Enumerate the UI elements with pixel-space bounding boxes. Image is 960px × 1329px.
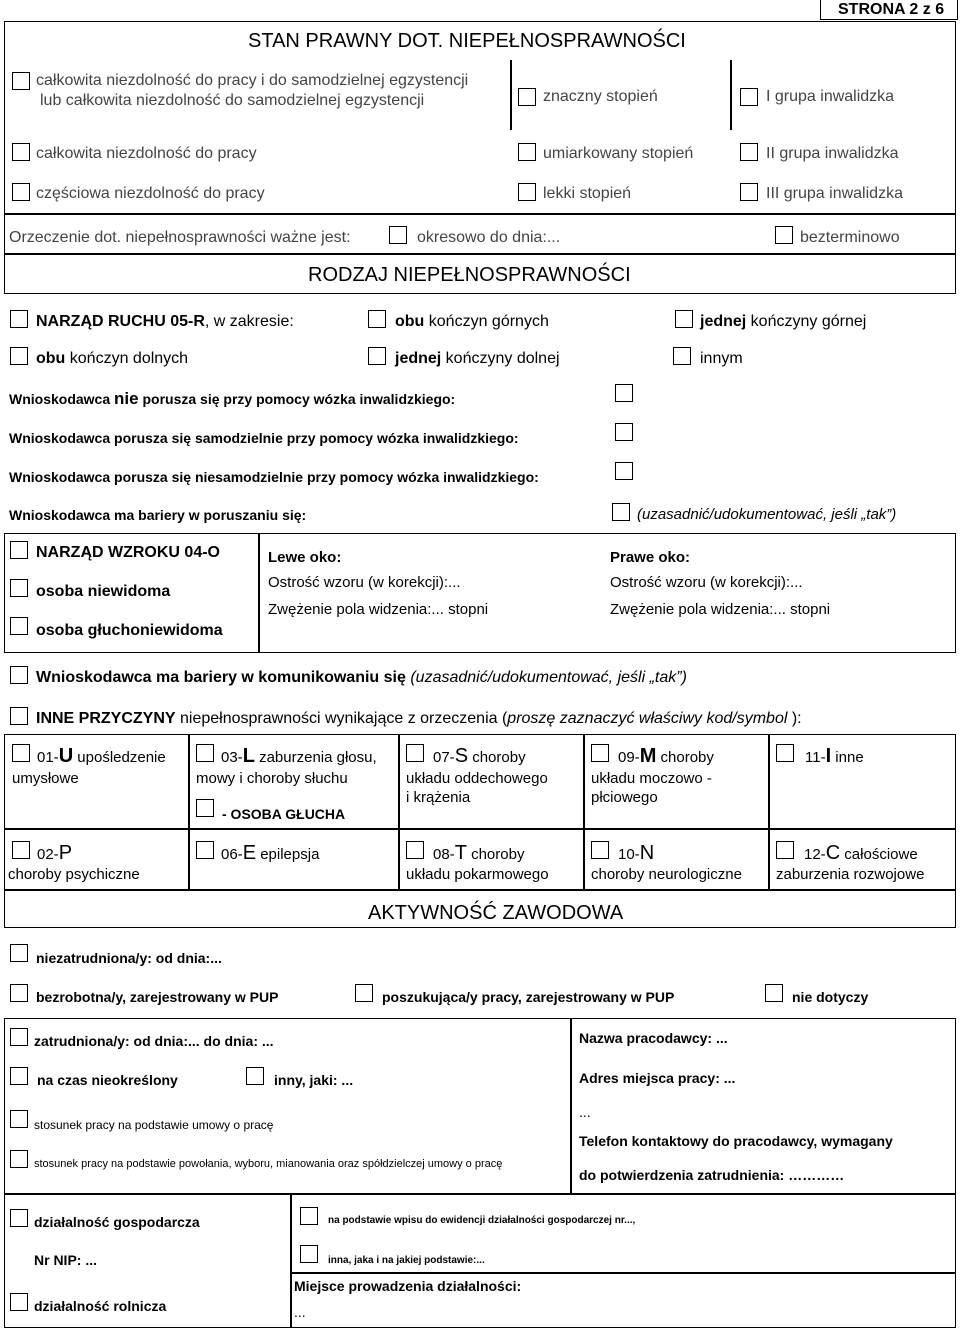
label-total-incapacity-work: całkowita niezdolność do pracy — [36, 145, 257, 162]
label-indefinite-term: na czas nieokreślony — [37, 1072, 178, 1088]
label-blind: osoba niewidoma — [36, 583, 171, 600]
note-barriers-moving: (uzasadnić/udokumentować, jeśli „tak”) — [637, 506, 897, 523]
left-eye-acuity: Ostrość wzoru (w korekcji):... — [268, 574, 461, 591]
checkbox-code-07[interactable] — [406, 744, 424, 762]
label-right-eye: Prawe oko: — [610, 549, 691, 566]
label-code-03-line2: mowy i choroby słuchu — [196, 770, 348, 787]
label-not-applicable: nie dotyczy — [792, 989, 869, 1005]
label-deaf: - OSOBA GŁUCHA — [222, 806, 346, 822]
label-other-limb: innym — [700, 350, 743, 367]
checkbox-unemployed[interactable] — [10, 944, 28, 962]
label-code-09-line3: płciowego — [591, 789, 658, 806]
label-significant-degree: znaczny stopień — [543, 88, 658, 105]
checkbox-deaf[interactable] — [196, 799, 214, 817]
checkbox-group-2[interactable] — [740, 143, 758, 161]
checkbox-significant-degree[interactable] — [518, 88, 536, 106]
divider — [768, 734, 770, 890]
label-registry-entry: na podstawie wpisu do ewidencji działalności gospodarczej nr..., — [328, 1215, 636, 1226]
label-other-basis: inna, jaka i na jakiej podstawie:... — [328, 1255, 485, 1266]
label-code-08-line2: układu pokarmowego — [406, 866, 549, 883]
divider — [730, 60, 732, 130]
right-eye-field: Zwężenie pola widzenia:... stopni — [610, 601, 831, 618]
label-group-2: II grupa inwalidzka — [766, 145, 899, 162]
label-workplace-address: Adres miejsca pracy: ... — [579, 1070, 736, 1086]
checkbox-partial-incapacity[interactable] — [12, 183, 30, 201]
checkbox-wheelchair-no[interactable] — [615, 384, 633, 402]
label-code-12: 12-C całościowe — [804, 842, 918, 864]
label-employer-phone-1: Telefon kontaktowy do pracodawcy, wymagany — [579, 1133, 893, 1149]
label-wheelchair-assisted: Wnioskodawca porusza się niesamodzielnie przy pomocy wózka inwalidzkiego: — [9, 469, 539, 485]
label-code-12-line2: zaburzenia rozwojowe — [776, 866, 925, 883]
label-total-incapacity-existence-1: całkowita niezdolność do pracy i do samodzielnej egzystencji — [36, 72, 469, 89]
business-place-dots: ... — [294, 1304, 306, 1320]
checkbox-code-08[interactable] — [406, 841, 424, 859]
label-unemployed: niezatrudniona/y: od dnia:... — [36, 950, 222, 966]
label-left-eye: Lewe oko: — [268, 549, 342, 566]
page-number: STRONA 2 z 6 — [838, 1, 945, 18]
right-eye-acuity: Ostrość wzoru (w korekcji):... — [610, 574, 803, 591]
kind-title: RODZAJ NIEPEŁNOSPRAWNOŚCI — [308, 264, 631, 286]
checkbox-motor-organ[interactable] — [10, 310, 28, 328]
label-light-degree: lekki stopień — [543, 185, 632, 202]
label-business: działalność gospodarcza — [34, 1214, 200, 1230]
checkbox-code-10[interactable] — [591, 841, 609, 859]
label-registered-unemployed: bezrobotna/y, zarejestrowany w PUP — [36, 989, 279, 1005]
checkbox-group-1[interactable] — [740, 88, 758, 106]
checkbox-employed[interactable] — [10, 1028, 28, 1046]
checkbox-code-06[interactable] — [196, 841, 214, 859]
label-code-11: 11-I inne — [805, 745, 864, 767]
checkbox-moderate-degree[interactable] — [518, 143, 536, 161]
label-code-10: 10-N — [618, 842, 655, 864]
label-code-02-line2: choroby psychiczne — [8, 866, 140, 883]
checkbox-blind[interactable] — [10, 579, 28, 597]
divider — [290, 1272, 956, 1274]
checkbox-one-upper[interactable] — [675, 310, 693, 328]
checkbox-total-incapacity-existence[interactable] — [12, 72, 30, 90]
work-title: AKTYWNOŚĆ ZAWODOWA — [368, 902, 624, 924]
label-wheelchair-no: Wnioskodawca nie porusza się przy pomocy wózka inwalidzkiego: — [9, 389, 456, 408]
label-barriers-moving: Wnioskodawca ma bariery w poruszaniu się: — [9, 507, 307, 523]
checkbox-vision-organ[interactable] — [10, 541, 28, 559]
label-code-09: 09-M choroby — [618, 745, 714, 767]
label-business-place: Miejsce prowadzenia działalności: — [294, 1278, 522, 1294]
label-code-06: 06-E epilepsja — [221, 842, 320, 864]
checkbox-wheelchair-self[interactable] — [615, 423, 633, 441]
label-wheelchair-self: Wnioskodawca porusza się samodzielnie przy pomocy wózka inwalidzkiego: — [9, 430, 519, 446]
label-code-01: 01-U upośledzenie — [37, 745, 166, 767]
checkbox-code-09[interactable] — [591, 744, 609, 762]
label-employer-phone-2: do potwierdzenia zatrudnienia: ………… — [579, 1167, 845, 1183]
checkbox-code-12[interactable] — [776, 841, 794, 859]
label-farming: działalność rolnicza — [34, 1298, 167, 1314]
label-code-10-line2: choroby neurologiczne — [591, 866, 742, 883]
label-validity-indefinite: bezterminowo — [800, 229, 900, 246]
divider — [188, 734, 190, 890]
label-code-03: 03-L zaburzenia głosu, — [221, 745, 377, 767]
label-group-1: I grupa inwalidzka — [766, 88, 895, 105]
divider — [290, 1194, 292, 1328]
checkbox-deafblind[interactable] — [10, 617, 28, 635]
checkbox-registered-unemployed[interactable] — [10, 984, 28, 1002]
label-communication: Wnioskodawca ma bariery w komunikowaniu się (uzasadnić/udokumentować, jeśli „tak”) — [36, 669, 687, 686]
label-code-07: 07-S choroby — [433, 745, 526, 767]
checkbox-one-lower[interactable] — [368, 347, 386, 365]
label-nip: Nr NIP: ... — [34, 1252, 98, 1268]
checkbox-code-02[interactable] — [12, 841, 30, 859]
checkbox-code-11[interactable] — [776, 744, 794, 762]
label-motor-organ: NARZĄD RUCHU 05-R, w zakresie: — [36, 313, 294, 330]
legal-status-title: STAN PRAWNY DOT. NIEPEŁNOSPRAWNOŚCI — [248, 30, 686, 52]
label-partial-incapacity: częściowa niezdolność do pracy — [36, 185, 265, 202]
label-total-incapacity-existence-2: lub całkowita niezdolność do samodzielnej egzystencji — [40, 92, 425, 109]
label-deafblind: osoba głuchoniewidoma — [36, 622, 223, 639]
checkbox-registry-entry[interactable] — [300, 1207, 318, 1225]
label-one-upper: jednej kończyny górnej — [700, 313, 867, 330]
label-job-seeker: poszukująca/y pracy, zarejestrowany w PUP — [382, 989, 675, 1005]
checkbox-other-term[interactable] — [246, 1067, 264, 1085]
label-both-upper: obu kończyn górnych — [395, 313, 549, 330]
divider — [398, 734, 400, 890]
label-validity-periodic: okresowo do dnia:... — [417, 229, 561, 246]
checkbox-appointment[interactable] — [10, 1150, 28, 1168]
workplace-address-dots: ... — [579, 1104, 591, 1120]
label-contract: stosunek pracy na podstawie umowy o pracę — [34, 1118, 274, 1132]
label-employer-name: Nazwa pracodawcy: ... — [579, 1030, 728, 1046]
checkbox-job-seeker[interactable] — [355, 984, 373, 1002]
label-other-causes: INNE PRZYCZYNY niepełnosprawności wynikające z orzeczenia (proszę zaznaczyć właściwy kod/symbol ): — [36, 710, 802, 727]
label-employed: zatrudniona/y: od dnia:... do dnia: ... — [34, 1033, 274, 1049]
divider — [258, 533, 260, 653]
checkbox-indefinite-term[interactable] — [10, 1067, 28, 1085]
checkbox-other-basis[interactable] — [300, 1245, 318, 1263]
checkbox-total-incapacity-work[interactable] — [12, 143, 30, 161]
label-validity: Orzeczenie dot. niepełnosprawności ważne jest: — [9, 229, 351, 246]
label-vision-organ: NARZĄD WZROKU 04-O — [36, 544, 220, 561]
label-code-01-line2: umysłowe — [12, 770, 79, 787]
label-code-07-line2: układu oddechowego — [406, 770, 548, 787]
checkbox-not-applicable[interactable] — [765, 984, 783, 1002]
label-moderate-degree: umiarkowany stopień — [543, 145, 694, 162]
label-code-09-line2: układu moczowo - — [591, 770, 712, 787]
left-eye-field: Zwężenie pola widzenia:... stopni — [268, 601, 489, 618]
divider — [583, 734, 585, 890]
checkbox-both-upper[interactable] — [368, 310, 386, 328]
label-both-lower: obu kończyn dolnych — [36, 350, 189, 367]
label-code-07-line3: i krążenia — [406, 789, 471, 806]
checkbox-group-3[interactable] — [740, 183, 758, 201]
label-code-02: 02-P — [37, 842, 73, 864]
divider — [4, 213, 956, 215]
label-code-08: 08-T choroby — [433, 842, 525, 864]
label-other-term: inny, jaki: ... — [274, 1072, 354, 1088]
checkbox-validity-indefinite[interactable] — [775, 226, 793, 244]
checkbox-business[interactable] — [10, 1209, 28, 1227]
checkbox-validity-periodic[interactable] — [389, 226, 407, 244]
checkbox-both-lower[interactable] — [10, 347, 28, 365]
checkbox-farming[interactable] — [10, 1293, 28, 1311]
legal-status-section — [4, 21, 956, 254]
checkbox-communication[interactable] — [10, 666, 28, 684]
checkbox-wheelchair-assisted[interactable] — [615, 462, 633, 480]
divider — [570, 1018, 572, 1194]
checkbox-barriers-moving[interactable] — [612, 503, 630, 521]
label-one-lower: jednej kończyny dolnej — [395, 350, 560, 367]
label-appointment: stosunek pracy na podstawie powołania, wyboru, mianowania oraz spółdzielczej umowy o pracę — [34, 1158, 503, 1170]
checkbox-code-01[interactable] — [12, 744, 30, 762]
checkbox-contract[interactable] — [10, 1110, 28, 1128]
divider — [4, 828, 956, 830]
checkbox-other-causes[interactable] — [10, 707, 28, 725]
checkbox-other-limb[interactable] — [673, 347, 691, 365]
checkbox-light-degree[interactable] — [518, 183, 536, 201]
label-group-3: III grupa inwalidzka — [766, 185, 903, 202]
divider — [510, 60, 512, 130]
checkbox-code-03[interactable] — [196, 744, 214, 762]
